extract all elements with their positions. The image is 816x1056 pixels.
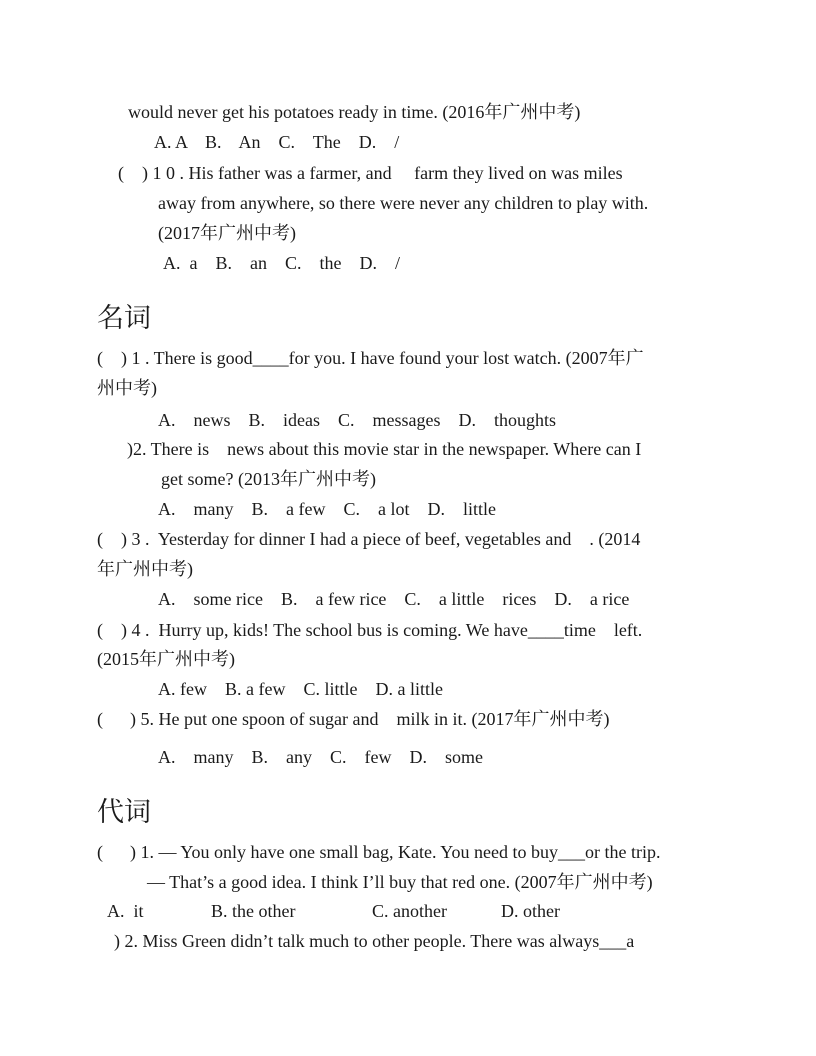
line-18: A. few B. a few C. little D. a little: [158, 679, 443, 699]
line-12: A. many B. a few C. a lot D. little: [158, 499, 496, 519]
line-11: get some? (2013年广州中考): [161, 469, 376, 489]
line-19: ( ) 5. He put one spoon of sugar and milk in it. (2017年广州中考): [97, 709, 610, 729]
line-5: (2017年广州中考): [158, 223, 296, 243]
line-14: 年广州中考): [97, 559, 193, 579]
section-heading-nouns: 名词: [97, 303, 151, 334]
line-3: ( ) 1 0 . His father was a farmer, and farm they lived on was miles: [118, 163, 623, 183]
line-9: A. news B. ideas C. messages D. thoughts: [158, 410, 556, 430]
line-8: 州中考): [97, 378, 157, 398]
line-10: )2. There is news about this movie star in the newspaper. Where can I: [127, 439, 642, 459]
line-15: A. some rice B. a few rice C. a little rices D. a rice: [158, 589, 630, 609]
line-7: ( ) 1 . There is good____for you. I have found your lost watch. (2007年广: [97, 348, 644, 368]
line-20: A. many B. any C. few D. some: [158, 747, 483, 767]
line-21: ( ) 1. — You only have one small bag, Kate. You need to buy___or the trip.: [97, 842, 661, 862]
line-13: ( ) 3 . Yesterday for dinner I had a piece of beef, vegetables and . (2014: [97, 529, 641, 549]
line-23: A. it B. the other C. another D. other: [107, 901, 560, 921]
line-22: — That’s a good idea. I think I’ll buy that red one. (2007年广州中考): [147, 872, 653, 892]
line-2: A. A B. An C. The D. /: [154, 132, 400, 152]
line-17: (2015年广州中考): [97, 649, 235, 669]
line-6: A. a B. an C. the D. /: [163, 253, 400, 273]
line-16: ( ) 4 . Hurry up, kids! The school bus is coming. We have____time left.: [97, 620, 643, 640]
line-24: ) 2. Miss Green didn’t talk much to other people. There was always___a: [114, 931, 635, 951]
section-heading-pronouns: 代词: [97, 797, 151, 828]
line-4: away from anywhere, so there were never any children to play with.: [158, 193, 649, 213]
line-1: would never get his potatoes ready in time. (2016年广州中考): [128, 102, 581, 122]
